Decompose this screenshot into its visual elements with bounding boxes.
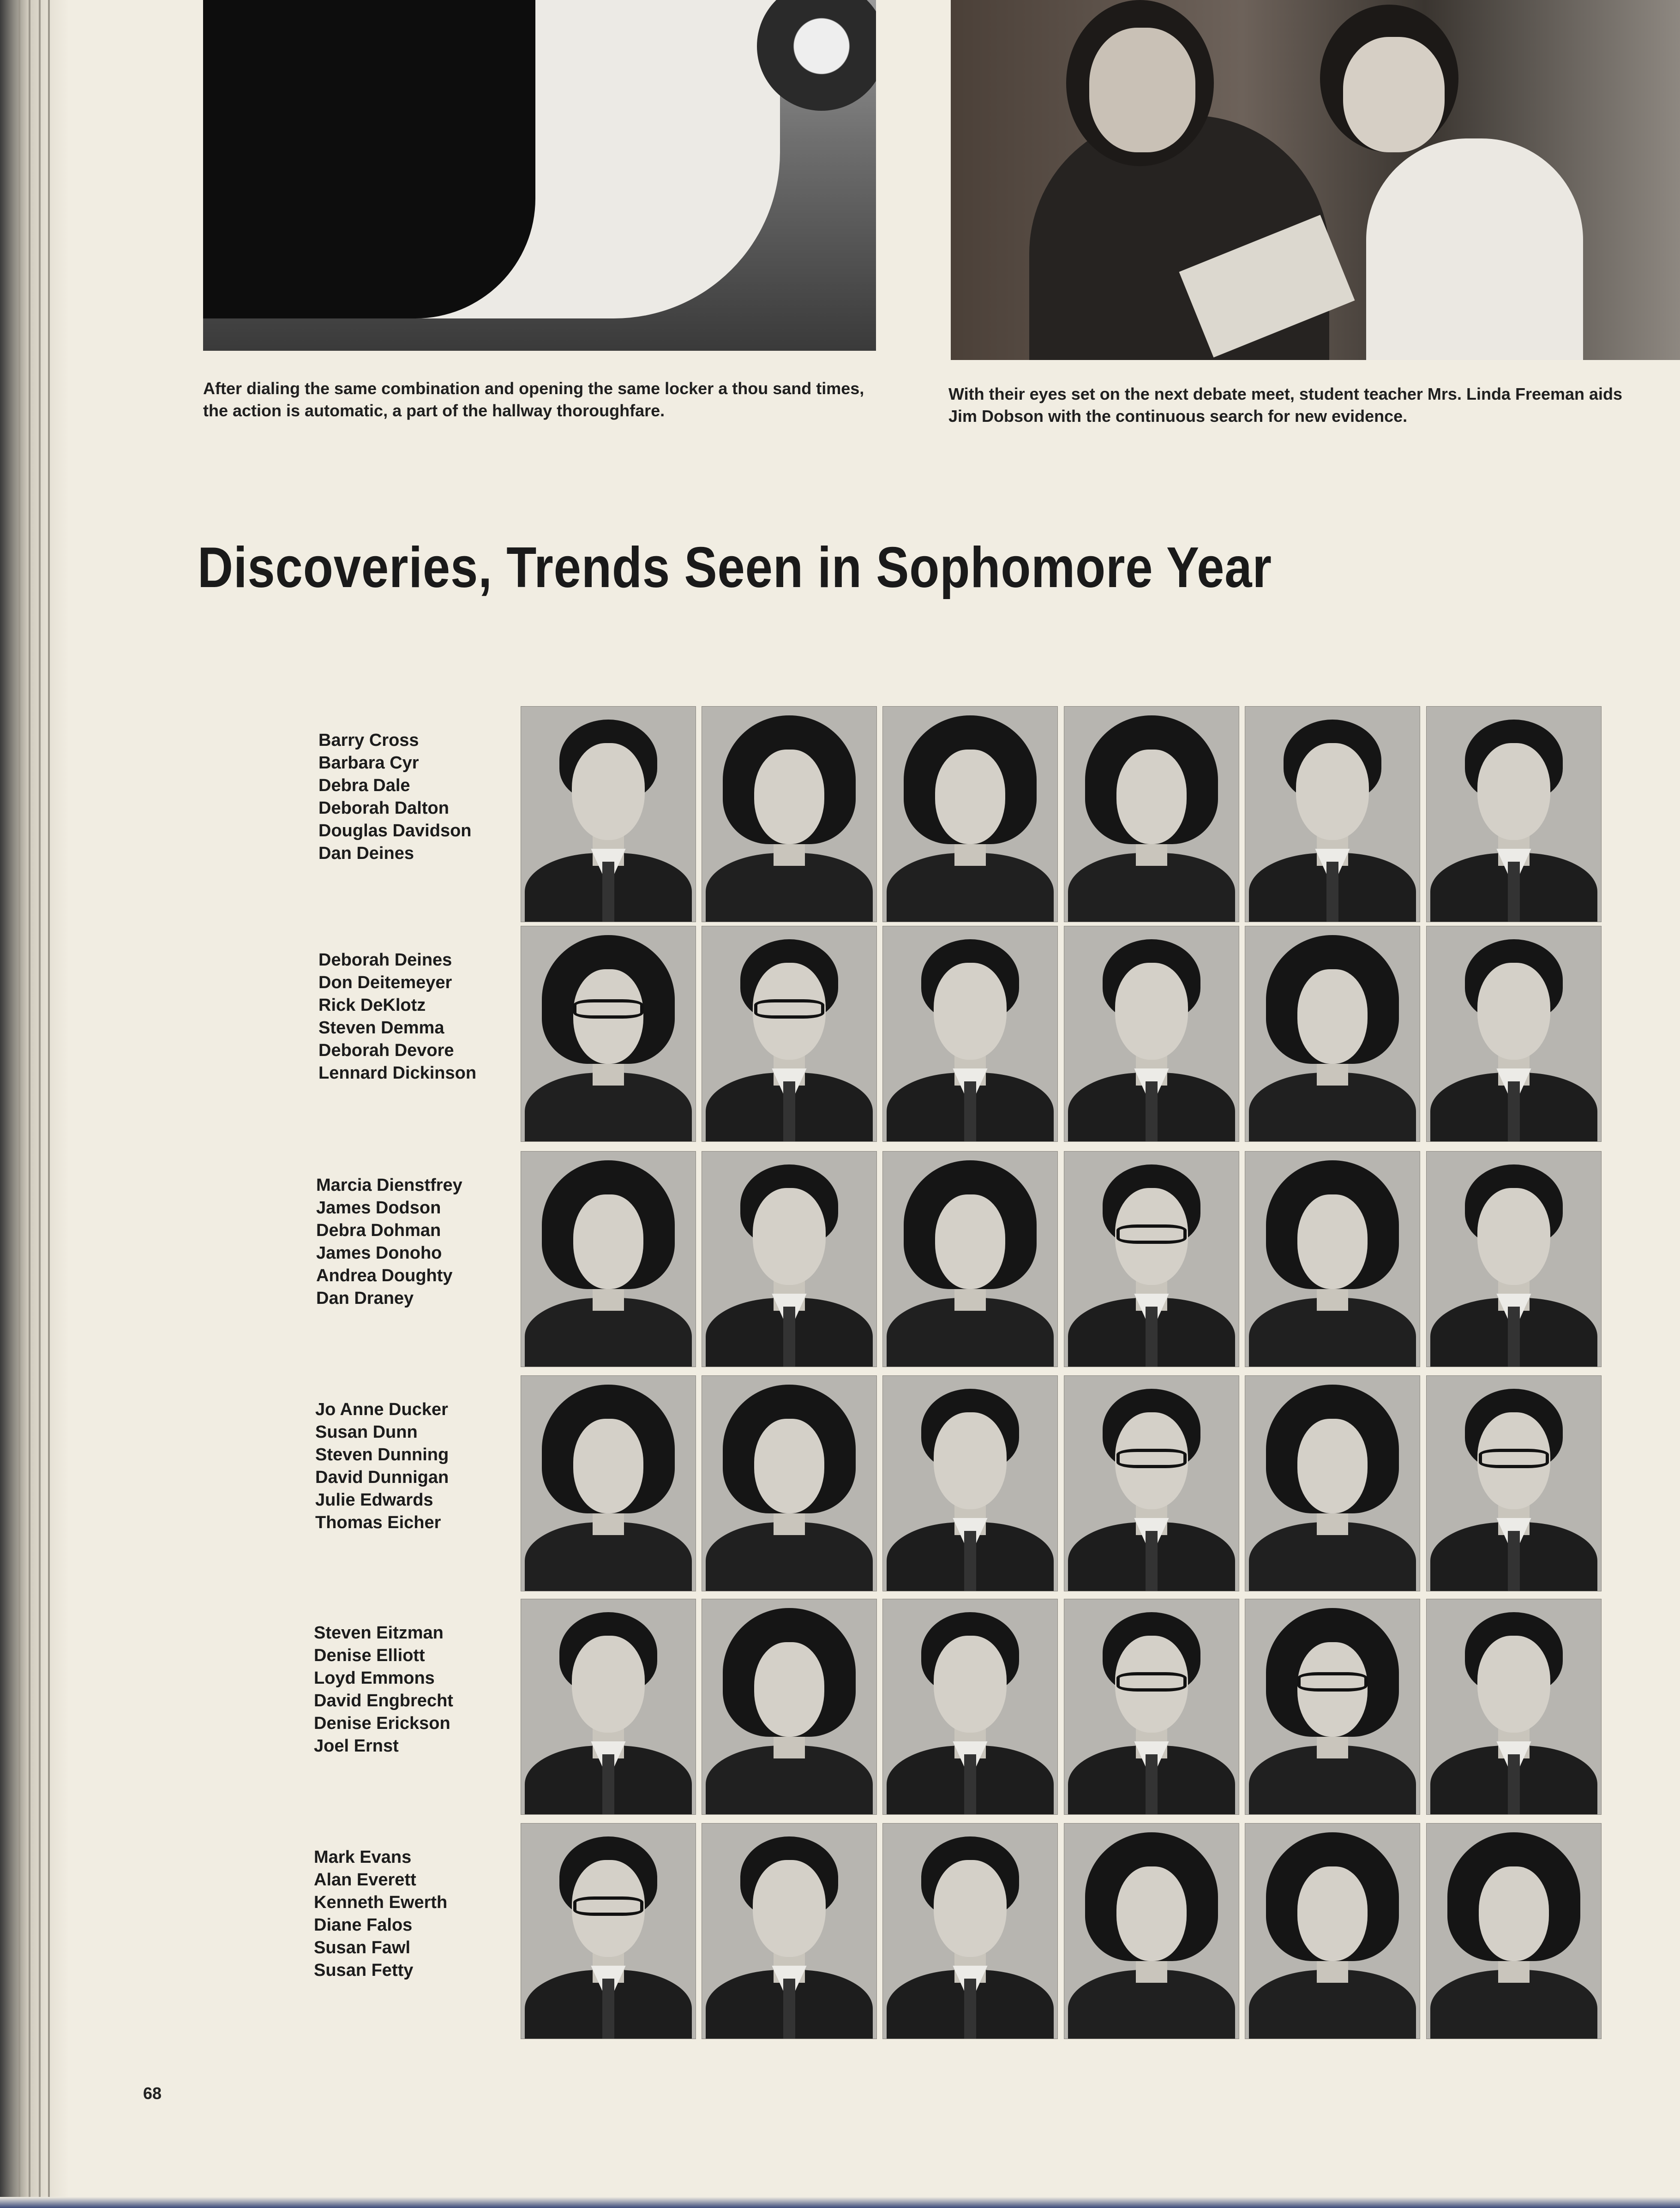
portrait-tie [783, 1307, 795, 1367]
locker-photo [203, 0, 876, 351]
portrait-tie [1146, 1754, 1158, 1815]
student-name: Joel Ernst [314, 1736, 399, 1756]
student-name: Steven Dunning [315, 1445, 449, 1464]
student-portrait [1245, 1151, 1420, 1367]
portrait-tie [1508, 1081, 1520, 1142]
student-portrait [882, 1375, 1058, 1591]
student-name: Marcia Dienstfrey [316, 1176, 462, 1195]
portrait-glasses [573, 1896, 643, 1916]
portrait-glasses [573, 999, 643, 1019]
student-name: Steven Demma [318, 1018, 444, 1038]
student-portrait [1064, 1151, 1239, 1367]
teacher-face [1089, 28, 1195, 152]
portrait-face [935, 750, 1005, 844]
portrait-tie [1146, 1531, 1158, 1591]
portrait-face [573, 1194, 643, 1289]
student-portrait [521, 706, 696, 922]
student-name: Mark Evans [314, 1848, 412, 1867]
student-portrait [702, 926, 877, 1142]
portrait-face [754, 750, 824, 844]
student-portrait [702, 1599, 877, 1815]
portrait-face [934, 1412, 1007, 1509]
portrait-tie [964, 1081, 976, 1142]
debate-photo [951, 0, 1680, 360]
portrait-face [753, 1188, 826, 1285]
student-portrait [702, 1823, 877, 2039]
student-portrait [1426, 706, 1602, 922]
portrait-tie [783, 1979, 795, 2039]
page-bottom-edge [0, 2197, 1680, 2208]
portrait-face [1297, 1419, 1367, 1513]
portrait-tie [964, 1979, 976, 2039]
name-list [318, 949, 522, 1085]
portrait-face [1297, 969, 1367, 1064]
sleeve-image [203, 0, 535, 318]
student-portrait [882, 926, 1058, 1142]
portrait-tie [964, 1531, 976, 1591]
student-name: Loyd Emmons [314, 1668, 435, 1688]
student-portrait [702, 1375, 877, 1591]
name-list [316, 1174, 519, 1310]
portrait-face [753, 1860, 826, 1957]
student-name: Susan Dunn [315, 1422, 418, 1442]
portrait-tie [602, 1979, 614, 2039]
student-name: Barbara Cyr [318, 753, 419, 773]
student-portrait [702, 1151, 877, 1367]
student-portrait [1245, 926, 1420, 1142]
student-portrait [1426, 926, 1602, 1142]
portrait-face [754, 1642, 824, 1737]
student-name: Julie Edwards [315, 1490, 433, 1510]
student-portrait [1245, 1375, 1420, 1591]
portrait-face [1116, 750, 1186, 844]
student-figure [1366, 138, 1583, 360]
student-name: Douglas Davidson [318, 821, 472, 840]
student-name: Steven Eitzman [314, 1623, 444, 1643]
student-portrait [1245, 1823, 1420, 2039]
portrait-tie [1146, 1081, 1158, 1142]
student-name: Diane Falos [314, 1915, 413, 1935]
portrait-glasses [754, 999, 824, 1019]
student-name: Debra Dohman [316, 1221, 441, 1240]
portrait-glasses [1297, 1672, 1367, 1692]
student-name: Kenneth Ewerth [314, 1893, 448, 1912]
student-portrait [521, 1151, 696, 1367]
portrait-face [1477, 1636, 1551, 1733]
portrait-face [1477, 963, 1551, 1060]
student-portrait [882, 1599, 1058, 1815]
portrait-tie [1326, 862, 1338, 922]
student-portrait [1245, 1599, 1420, 1815]
portrait-face [934, 1636, 1007, 1733]
portrait-face [1297, 1194, 1367, 1289]
student-name: David Engbrecht [314, 1691, 453, 1710]
name-list [314, 1846, 517, 1982]
locker-photo-caption: After dialing the same combination and opening the same locker a thou sand times, the action is automatic, a part of the hallway thoroughfare. [203, 379, 864, 420]
student-portrait [521, 1823, 696, 2039]
name-list [315, 1398, 518, 1534]
student-name: James Dodson [316, 1198, 441, 1218]
portrait-tie [1508, 1307, 1520, 1367]
debate-photo-caption: With their eyes set on the next debate meet, student teacher Mrs. Linda Freeman aids Jim Dobson with the continuous search for new evidence. [948, 384, 1623, 426]
student-portrait [521, 1375, 696, 1591]
portrait-face [934, 963, 1007, 1060]
student-name: Rick DeKlotz [318, 996, 426, 1015]
student-name: Don Deitemeyer [318, 973, 452, 992]
portrait-tie [1508, 1531, 1520, 1591]
portrait-face [1479, 1866, 1548, 1961]
student-portrait [1426, 1151, 1602, 1367]
portrait-glasses [1116, 1449, 1186, 1468]
student-portrait [1426, 1599, 1602, 1815]
student-portrait [521, 1599, 696, 1815]
portrait-face [572, 1636, 645, 1733]
page-number: 68 [143, 2084, 162, 2103]
student-name: Denise Erickson [314, 1714, 450, 1733]
portrait-tie [964, 1754, 976, 1815]
portrait-glasses [1116, 1224, 1186, 1244]
portrait-face [934, 1860, 1007, 1957]
student-name: Barry Cross [318, 731, 419, 750]
student-name: Susan Fetty [314, 1961, 414, 1980]
page-binding-edge [0, 0, 69, 2208]
student-name: Debra Dale [318, 776, 410, 795]
student-name: Deborah Dalton [318, 798, 449, 818]
student-name: Andrea Doughty [316, 1266, 453, 1285]
student-portrait [521, 926, 696, 1142]
student-portrait [882, 706, 1058, 922]
student-portrait [1064, 1599, 1239, 1815]
student-name: Dan Deines [318, 844, 414, 863]
portrait-tie [1508, 862, 1520, 922]
student-name: Dan Draney [316, 1289, 414, 1308]
student-name: Lennard Dickinson [318, 1063, 477, 1083]
name-list [314, 1622, 517, 1758]
student-name: Deborah Deines [318, 950, 452, 970]
student-name: Alan Everett [314, 1870, 416, 1890]
portrait-face [935, 1194, 1005, 1289]
portrait-glasses [1116, 1672, 1186, 1692]
portrait-face [1115, 963, 1188, 1060]
student-name: Susan Fawl [314, 1938, 411, 1957]
student-face [1343, 37, 1445, 152]
portrait-tie [602, 1754, 614, 1815]
portrait-glasses [1479, 1449, 1548, 1468]
student-portrait [1064, 706, 1239, 922]
page-edge-line [39, 0, 41, 2208]
portrait-face [1477, 1188, 1551, 1285]
student-name: Jo Anne Ducker [315, 1400, 448, 1419]
student-portrait [1245, 706, 1420, 922]
portrait-tie [602, 862, 614, 922]
name-list [318, 729, 522, 865]
student-portrait [882, 1151, 1058, 1367]
portrait-face [1297, 1866, 1367, 1961]
page-edge-line [29, 0, 30, 2208]
portrait-tie [1146, 1307, 1158, 1367]
page-headline: Discoveries, Trends Seen in Sophomore Year [198, 536, 1272, 600]
student-name: James Donoho [316, 1243, 442, 1263]
portrait-face [754, 1419, 824, 1513]
portrait-face [1296, 743, 1369, 840]
page-edge-line [48, 0, 50, 2208]
student-portrait [1426, 1375, 1602, 1591]
student-name: Deborah Devore [318, 1041, 454, 1060]
portrait-face [572, 743, 645, 840]
portrait-tie [1508, 1754, 1520, 1815]
student-name: Thomas Eicher [315, 1513, 441, 1532]
portrait-face [1116, 1866, 1186, 1961]
student-portrait [1426, 1823, 1602, 2039]
student-name: David Dunnigan [315, 1468, 449, 1487]
student-name: Denise Elliott [314, 1646, 425, 1665]
student-portrait [882, 1823, 1058, 2039]
student-portrait [1064, 926, 1239, 1142]
student-portrait [1064, 1823, 1239, 2039]
portrait-tie [783, 1081, 795, 1142]
portrait-face [1477, 743, 1551, 840]
student-portrait [1064, 1375, 1239, 1591]
student-portrait [702, 706, 877, 922]
page-edge-line [18, 0, 20, 2208]
portrait-face [573, 1419, 643, 1513]
